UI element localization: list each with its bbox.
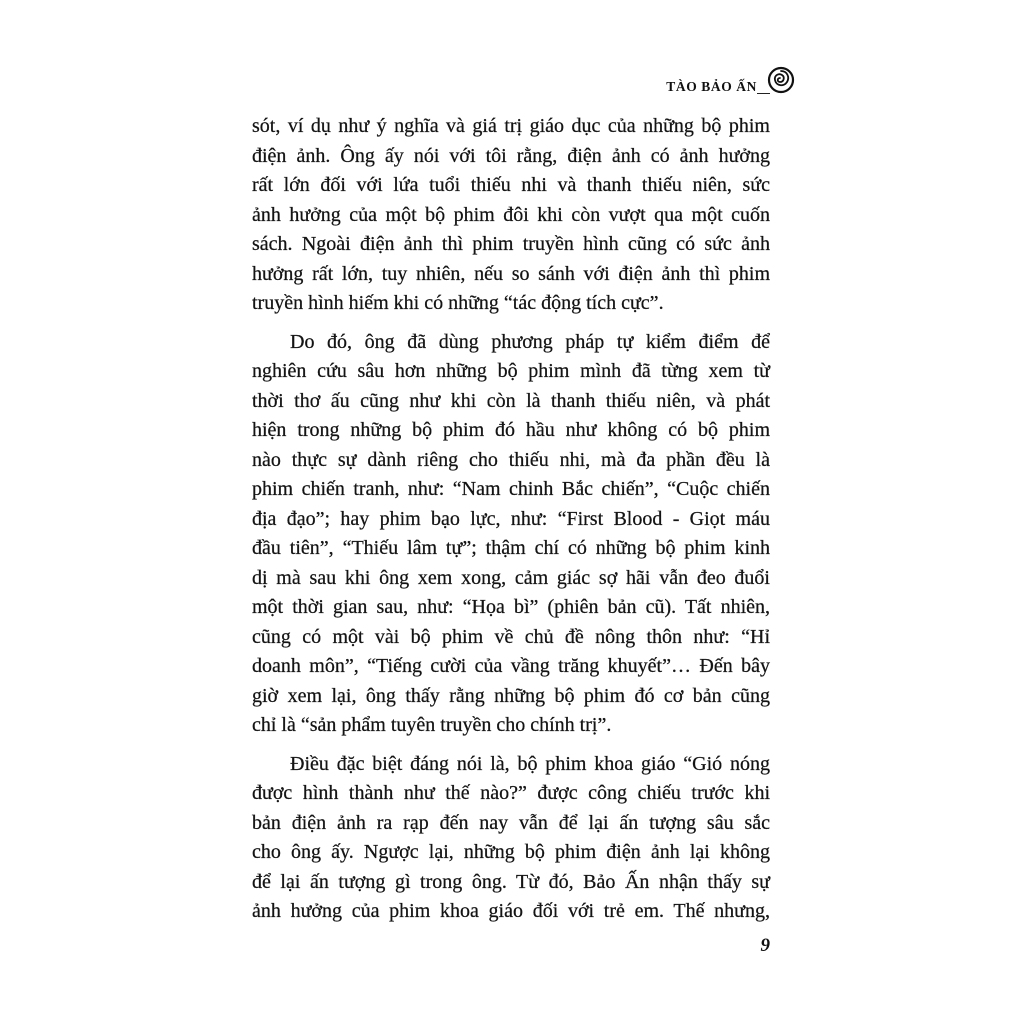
line-row: [252, 201, 770, 231]
text-line: cho ông ấy. Ngược lại, những bộ phim điện ảnh lại không: [252, 841, 770, 863]
text-line: điện ảnh. Ông ấy nói với tôi rằng, điện ảnh có ảnh hưởng: [252, 144, 770, 167]
line-row: [252, 289, 770, 319]
text-line: thời thơ ấu cũng như khi còn là thanh thiếu niên, và phát: [252, 389, 770, 412]
text-line: nào thực sự dành riêng cho thiếu nhi, mà đa phần đều là: [252, 448, 770, 471]
line-row: [252, 868, 770, 898]
text-line: dị mà sau khi ông xem xong, cảm giác sợ hãi vẫn đeo đuổi: [252, 566, 770, 589]
text-line: Điều đặc biệt đáng nói là, bộ phim khoa giáo “Gió nóng: [290, 752, 770, 775]
text-line: nghiên cứu sâu hơn những bộ phim mình đã từng xem từ: [252, 360, 770, 382]
line-row: [252, 387, 770, 417]
text-line: ảnh hưởng của phim khoa giáo đối với trẻ em. Thế nhưng,: [252, 900, 770, 922]
line-row: [252, 260, 770, 290]
line-row: [252, 838, 770, 868]
line-row: [252, 564, 770, 594]
text-line: chỉ là “sản phẩm tuyên truyền cho chính trị”.: [252, 714, 612, 736]
text-line: Do đó, ông đã dùng phương pháp tự kiểm điểm để: [290, 330, 770, 353]
line-row: [290, 328, 770, 358]
text-line: phim chiến tranh, như: “Nam chinh Bắc chiến”, “Cuộc chiến: [252, 478, 770, 500]
text-line: ảnh hưởng của một bộ phim đôi khi còn vượt qua một cuốn: [252, 203, 770, 226]
text-line: truyền hình hiếm khi có những “tác động tích cực”.: [252, 292, 664, 314]
paragraph: [252, 112, 770, 319]
line-row: [252, 416, 770, 446]
text-line: hưởng rất lớn, tuy nhiên, nếu so sánh với điện ảnh thì phim: [252, 262, 770, 285]
line-row: [252, 505, 770, 535]
line-row: [252, 446, 770, 476]
line-row: [252, 593, 770, 623]
line-row: [252, 171, 770, 201]
line-row: [252, 142, 770, 172]
page-body: [252, 112, 770, 927]
line-row: [252, 475, 770, 505]
rose-ornament-icon: [767, 66, 795, 94]
text-line: đầu tiên”, “Thiếu lâm tự”; thậm chí có những bộ phim kinh: [252, 537, 770, 559]
running-header: [666, 78, 757, 96]
text-line: hiện trong những bộ phim đó hầu như không có bộ phim: [252, 419, 770, 441]
text-line: bản điện ảnh ra rạp đến nay vẫn để lại ấn tượng sâu sắc: [252, 811, 770, 834]
text-line: địa đạo”; hay phim bạo lực, như: “First Blood - Giọt máu: [252, 507, 770, 530]
text-line: sót, ví dụ như ý nghĩa và giá trị giáo dục của những bộ phim: [252, 115, 770, 137]
line-row: [252, 534, 770, 564]
line-row: [252, 897, 770, 927]
text-line: để lại ấn tượng gì trong ông. Từ đó, Bảo Ấn nhận thấy sự: [252, 870, 770, 893]
text-line: rất lớn đối với lứa tuổi thiếu nhi và thanh thiếu niên, sức: [252, 174, 770, 196]
line-row: [252, 779, 770, 809]
line-row: [252, 652, 770, 682]
paragraph: [252, 750, 770, 927]
page-number: 9: [760, 935, 770, 956]
line-row: [252, 623, 770, 653]
line-row: [252, 809, 770, 839]
text-line: cũng có một vài bộ phim về chủ đề nông thôn như: “Hỉ: [252, 625, 770, 648]
line-row: [252, 230, 770, 260]
text-line: sách. Ngoài điện ảnh thì phim truyền hình cũng có sức ảnh: [252, 233, 770, 255]
text-line: doanh môn”, “Tiếng cười của vầng trăng khuyết”… Đến bây: [252, 655, 770, 677]
paragraph: [252, 328, 770, 741]
text-line: một thời gian sau, như: “Họa bì” (phiên bản cũ). Tất nhiên,: [252, 596, 770, 618]
line-row: [252, 112, 770, 142]
line-row: [290, 750, 770, 780]
running-title: TÀO BẢO ẤN: [666, 79, 757, 94]
text-line: được hình thành như thế nào?” được công chiếu trước khi: [252, 782, 770, 804]
line-row: [252, 357, 770, 387]
line-row: [252, 711, 770, 741]
line-row: [252, 682, 770, 712]
text-line: giờ xem lại, ông thấy rằng những bộ phim đó cơ bản cũng: [252, 684, 770, 707]
